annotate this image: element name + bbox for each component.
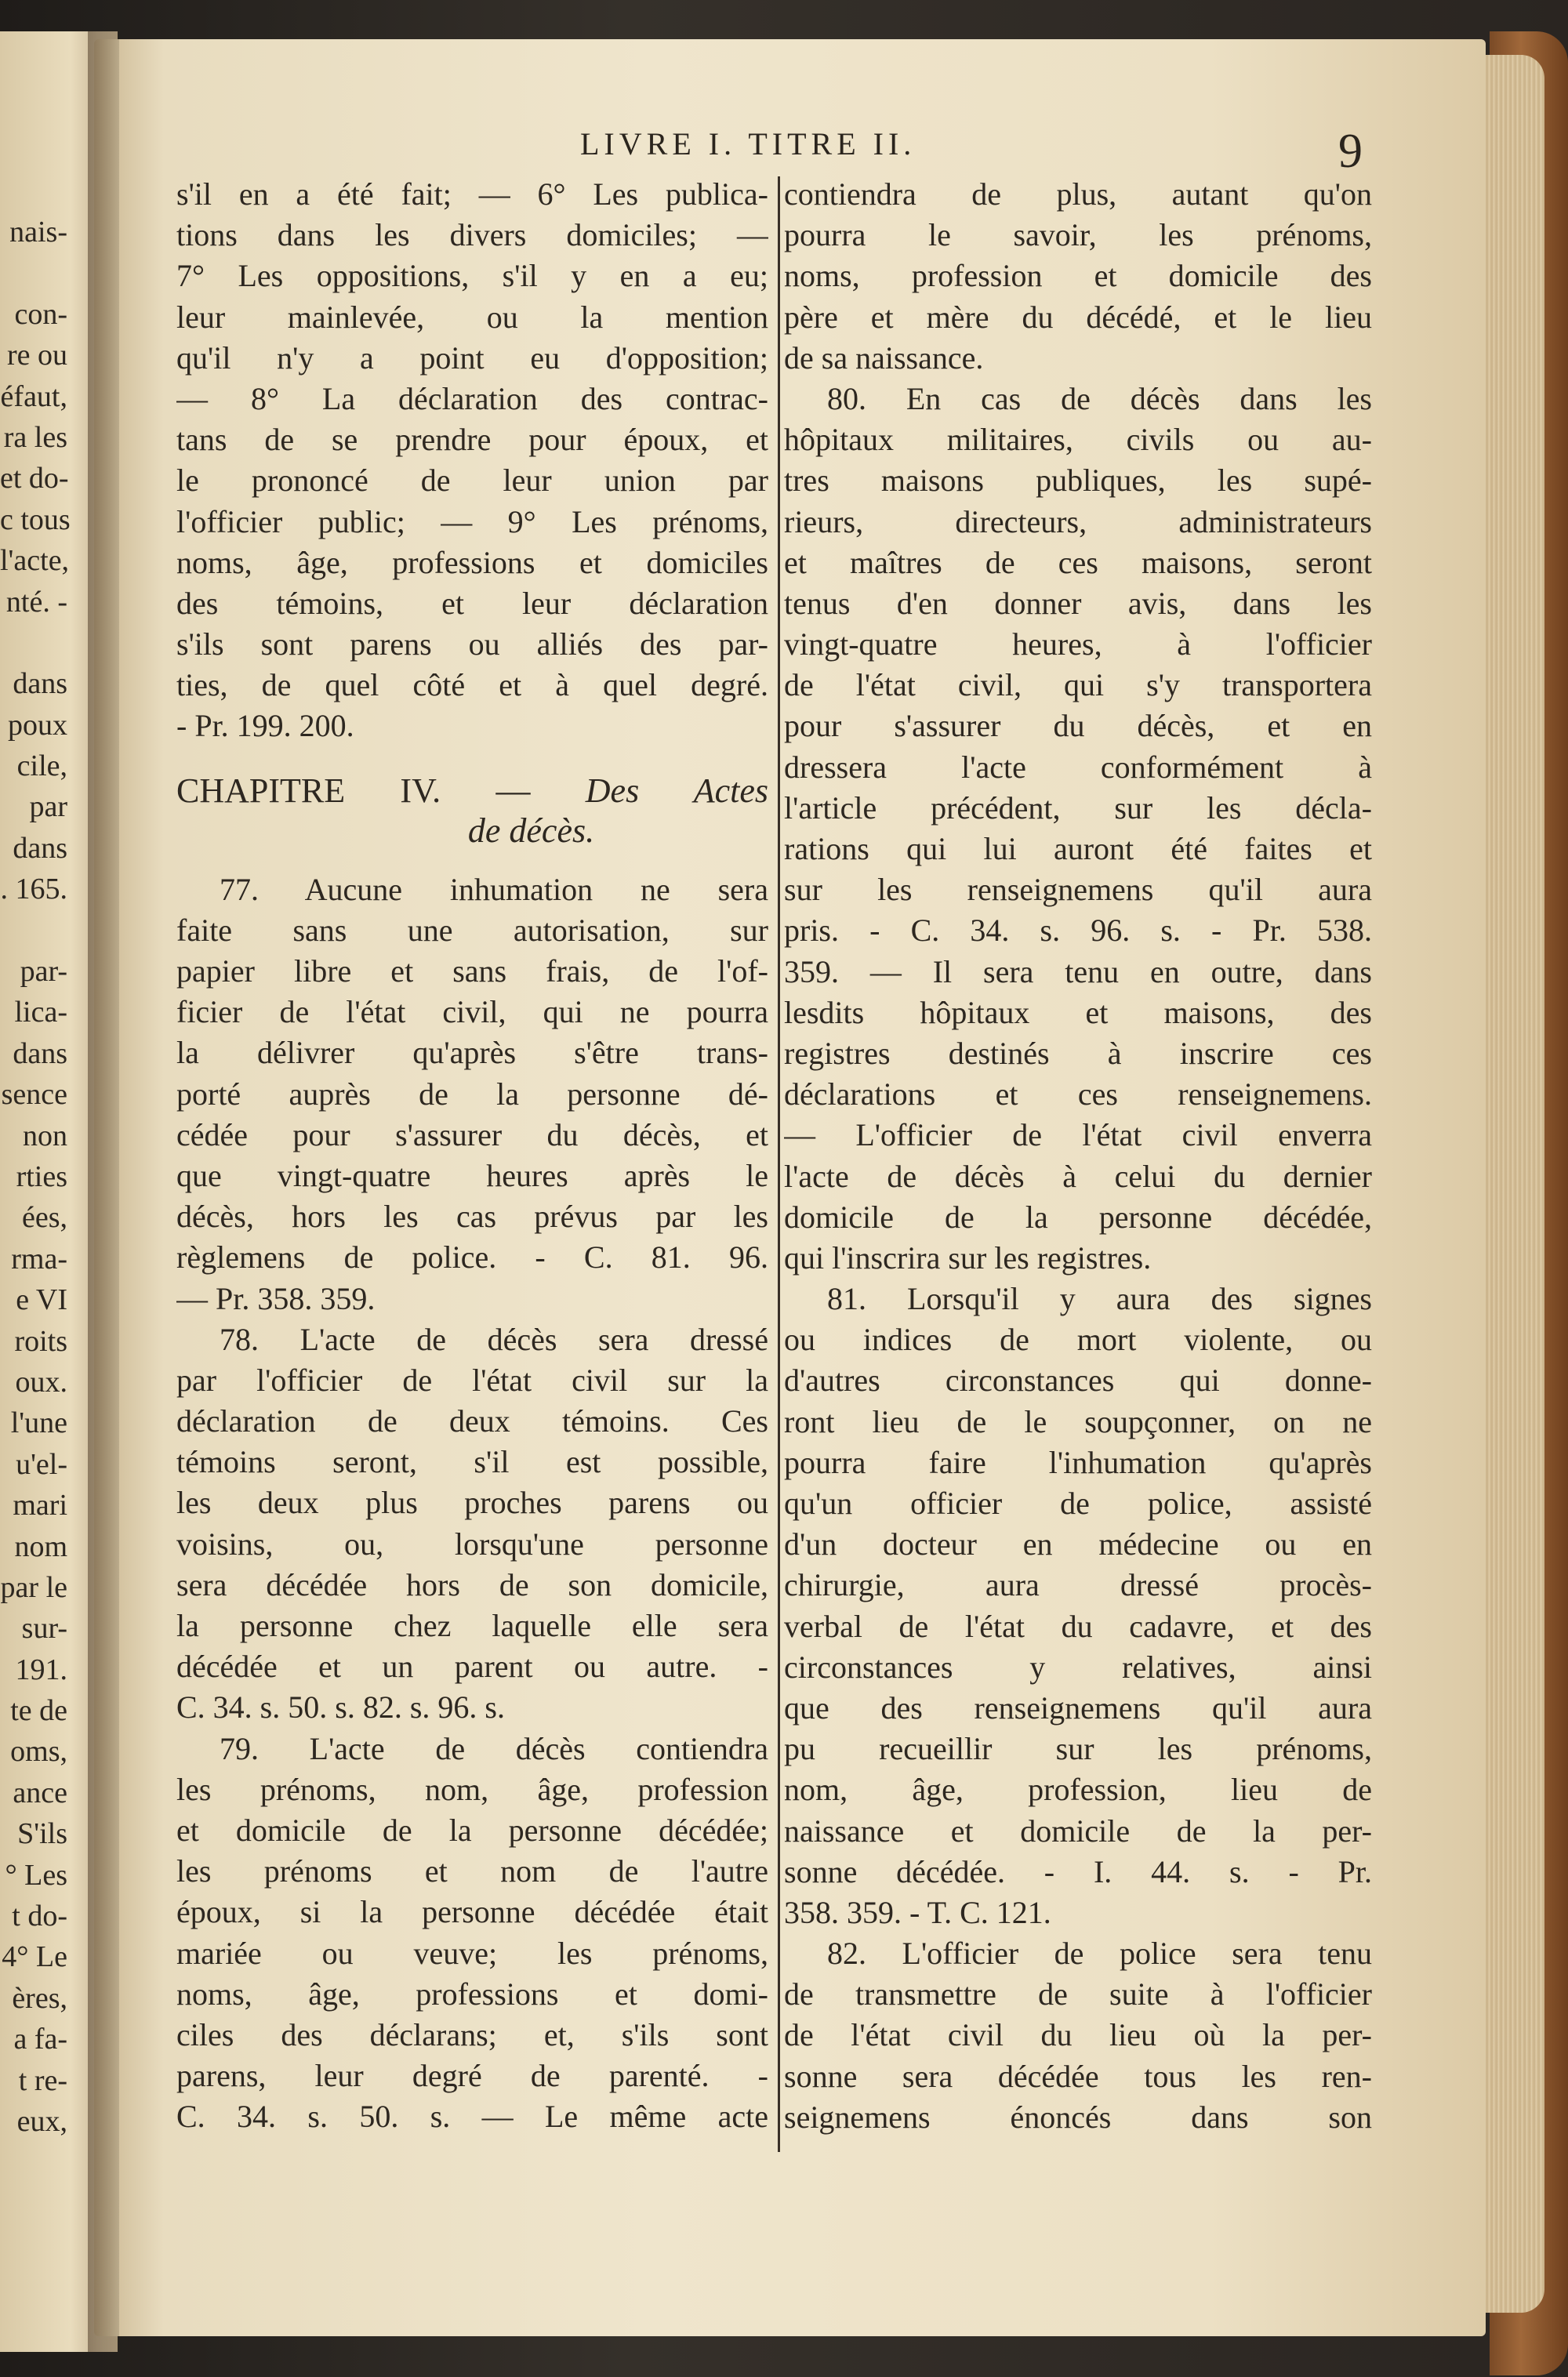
facing-page-fragment: poux <box>8 708 67 742</box>
text-line: — L'officier de l'état civil enverra <box>784 1117 1372 1153</box>
facing-page-fragment: et do- <box>0 462 69 495</box>
text-line: verbal de l'état du cadavre, et des <box>784 1608 1372 1644</box>
text-line: pourra le savoir, les prénoms, <box>784 217 1372 253</box>
text-line: registres destinés à inscrire ces <box>784 1035 1372 1071</box>
text-line: 358. 359. - T. C. 121. <box>784 1894 1051 1930</box>
facing-page-fragment: par le <box>0 1570 67 1604</box>
text-line: cédée pour s'assurer du décès, et <box>176 1116 768 1152</box>
facing-page-fragment: rties <box>16 1159 67 1193</box>
text-line: la personne chez laquelle elle sera <box>176 1608 768 1643</box>
text-line: la délivrer qu'après s'être trans- <box>176 1035 768 1071</box>
facing-page-fragment: l'acte, <box>0 544 70 578</box>
text-line: l'officier public; — 9° Les prénoms, <box>176 503 768 539</box>
facing-page-fragment: dans <box>13 667 67 701</box>
text-line: 77. Aucune inhumation ne sera <box>220 871 768 907</box>
facing-page-fragment: 191. <box>15 1653 67 1686</box>
facing-page-fragment: nté. - <box>5 585 67 619</box>
text-line: tres maisons publiques, les supé- <box>784 463 1372 499</box>
facing-page-fragment: sur- <box>21 1612 67 1646</box>
facing-page-fragment: mari <box>13 1489 67 1522</box>
text-line: noms, âge, professions et domiciles <box>176 544 768 580</box>
chapter-title: de décès. <box>467 811 595 850</box>
text-line: et maîtres de ces maisons, seront <box>784 544 1372 580</box>
text-line: s'il en a été fait; — 6° Les publica- <box>176 176 768 212</box>
intro-paragraph <box>176 174 768 747</box>
text-line: rieurs, directeurs, administrateurs <box>784 503 1372 539</box>
text-line: pris. - C. 34. s. 96. s. - Pr. 538. <box>784 913 1372 949</box>
text-line: qu'il n'y a point eu d'opposition; <box>176 339 768 376</box>
facing-page-fragment: par- <box>20 955 67 989</box>
article-79-continued <box>784 174 1372 379</box>
facing-page-fragment: re ou <box>6 339 67 372</box>
text-line: 80. En cas de décès dans les <box>827 380 1372 416</box>
facing-page-fragment: con- <box>14 297 67 331</box>
text-line: s'ils sont parens ou alliés des par- <box>176 626 768 662</box>
facing-page-fragment: a fa- <box>13 2023 67 2056</box>
text-line: 79. L'acte de décès contiendra <box>220 1730 768 1766</box>
text-line: C. 34. s. 50. s. 82. s. 96. s. <box>176 1689 505 1726</box>
text-line: que vingt-quatre heures après le <box>176 1157 768 1193</box>
text-line: des témoins, et leur déclaration <box>176 585 768 621</box>
facing-page-fragment: nom <box>14 1530 67 1563</box>
text-line: qui l'inscrira sur les registres. <box>784 1239 1152 1276</box>
text-line: 81. Lorsqu'il y aura des signes <box>827 1281 1372 1317</box>
text-line: sonne sera décédée tous les ren- <box>784 2058 1372 2094</box>
text-line: — Pr. 358. 359. <box>176 1280 376 1316</box>
text-line: 359. — Il sera tenu en outre, dans <box>784 953 1372 989</box>
running-title: LIVRE I. TITRE II. <box>580 126 916 161</box>
text-line: domicile de la personne décédée, <box>784 1199 1372 1235</box>
facing-page-fragment: oux. <box>15 1365 67 1399</box>
text-line: ties, de quel côté et à quel degré. <box>176 667 768 703</box>
facing-page-fragment: sence <box>1 1078 67 1112</box>
right-column <box>784 174 1372 2138</box>
text-line: pourra faire l'inhumation qu'après <box>784 1444 1372 1480</box>
text-line: ciles des déclarans; et, s'ils sont <box>176 2016 768 2052</box>
text-line: leur mainlevée, ou la mention <box>176 299 768 335</box>
text-line: - Pr. 199. 200. <box>176 708 354 744</box>
text-line: de l'état civil du lieu où la per- <box>784 2017 1372 2053</box>
text-line: les prénoms, nom, âge, profession <box>176 1771 768 1807</box>
text-line: circonstances y relatives, ainsi <box>784 1649 1372 1685</box>
text-line: qu'un officier de police, assisté <box>784 1486 1372 1521</box>
text-line: papier libre et sans frais, de l'of- <box>176 953 768 989</box>
article-81 <box>784 1279 1372 1933</box>
text-line: de l'état civil, qui s'y transportera <box>784 667 1372 703</box>
text-line: noms, profession et domicile des <box>784 258 1372 294</box>
facing-page-fragment: ° Les <box>5 1858 67 1892</box>
chapter-heading-line: CHAPITRE IV. — Des Actes <box>176 771 768 810</box>
facing-page-fragment: t re- <box>18 2063 67 2097</box>
text-line: porté auprès de la personne dé- <box>176 1076 768 1112</box>
facing-page-fragment <box>0 910 67 951</box>
text-line: pour s'assurer du décès, et en <box>784 708 1372 744</box>
text-line: hôpitaux militaires, civils ou au- <box>784 422 1372 458</box>
facing-page-fragment <box>0 252 67 293</box>
text-line: époux, si la personne décédée était <box>176 1894 768 1930</box>
article-82 <box>784 1933 1372 2138</box>
chapter-heading <box>176 771 768 852</box>
text-line: l'article précédent, sur les décla- <box>784 789 1372 826</box>
article-78 <box>176 1319 768 1729</box>
text-line: chirurgie, aura dressé procès- <box>784 1567 1372 1603</box>
text-line: sur les renseignemens qu'il aura <box>784 872 1372 908</box>
text-line: tions dans les divers domiciles; — <box>176 217 768 253</box>
text-line: nom, âge, profession, lieu de <box>784 1772 1372 1808</box>
facing-page-fragment: e VI <box>16 1283 67 1317</box>
facing-page-fragment: lica- <box>14 996 67 1029</box>
text-line: 82. L'officier de police sera tenu <box>827 1936 1372 1972</box>
text-line: décès, hors les cas prévus par les <box>176 1199 768 1235</box>
text-line: de transmettre de suite à l'officier <box>784 1976 1372 2012</box>
text-line: voisins, ou, lorsqu'une personne <box>176 1526 768 1562</box>
facing-page-fragment: dans <box>13 831 67 865</box>
facing-page-fragment: dans <box>13 1036 67 1070</box>
facing-page-fragment: ra les <box>3 420 67 454</box>
text-line: faite sans une autorisation, sur <box>176 912 768 948</box>
text-line: ront lieu de le soupçonner, on ne <box>784 1403 1372 1439</box>
text-line: père et mère du décédé, et le lieu <box>784 299 1372 335</box>
facing-page-fragment: l'une <box>10 1406 67 1440</box>
text-line: ficier de l'état civil, qui ne pourra <box>176 994 768 1030</box>
text-line: seignemens énoncés dans son <box>784 2099 1372 2135</box>
facing-page-fragment: non <box>23 1119 67 1152</box>
text-line: témoins seront, s'il est possible, <box>176 1444 768 1480</box>
text-line: C. 34. s. 50. s. — Le même acte <box>176 2099 768 2135</box>
text-line: sonne décédée. - I. 44. s. - Pr. <box>784 1853 1372 1889</box>
text-line: de sa naissance. <box>784 339 984 376</box>
text-line: rations qui lui auront été faites et <box>784 831 1372 866</box>
facing-page-fragment: cile, <box>16 749 67 783</box>
facing-page-fragment: nais- <box>9 216 67 249</box>
facing-page-fragment: ées, <box>21 1201 67 1235</box>
text-line: mariée ou veuve; les prénoms, <box>176 1935 768 1971</box>
text-line: tenus d'en donner avis, dans les <box>784 585 1372 621</box>
text-line: et domicile de la personne décédée; <box>176 1812 768 1848</box>
text-line: naissance et domicile de la per- <box>784 1813 1372 1849</box>
facing-page-fragment: ères, <box>12 1981 67 2015</box>
text-line: — 8° La déclaration des contrac- <box>176 380 768 416</box>
text-line: le prononcé de leur union par <box>176 463 768 499</box>
article-77 <box>176 869 768 1319</box>
text-line: par l'officier de l'état civil sur la <box>176 1362 768 1398</box>
text-line: lesdits hôpitaux et maisons, des <box>784 994 1372 1030</box>
text-line: d'autres circonstances qui donne- <box>784 1363 1372 1399</box>
facing-page-fragment: roits <box>14 1324 67 1358</box>
text-line: d'un docteur en médecine ou en <box>784 1526 1372 1562</box>
text-line: les prénoms et nom de l'autre <box>176 1853 768 1889</box>
facing-page-fragment: par <box>29 790 67 824</box>
facing-page-fragment <box>0 622 67 663</box>
article-80 <box>784 379 1372 1279</box>
text-line: déclarations et ces renseignemens. <box>784 1076 1372 1112</box>
column-divider <box>778 176 780 2152</box>
facing-page-fragment: t do- <box>12 1900 67 1933</box>
text-line: sera décédée hors de son domicile, <box>176 1566 768 1602</box>
gutter-shadow <box>88 31 119 2352</box>
facing-page-fragment: . 165. <box>0 873 67 906</box>
facing-page-fragment: 4° Le <box>2 1940 67 1974</box>
facing-page-fragment: S'ils <box>17 1817 67 1851</box>
facing-page-fragment: ance <box>13 1776 67 1809</box>
facing-page-fragment: c tous <box>0 503 71 536</box>
facing-page-fragment: u'el- <box>16 1447 67 1481</box>
text-line: dressera l'acte conformément à <box>784 749 1372 785</box>
text-line: les deux plus proches parens ou <box>176 1485 768 1521</box>
text-line: ou indices de mort violente, ou <box>784 1322 1372 1358</box>
text-line: pu recueillir sur les prénoms, <box>784 1731 1372 1767</box>
text-line: décédée et un parent ou autre. - <box>176 1649 768 1685</box>
facing-page-fragment: éfaut, <box>0 379 67 413</box>
facing-page-fragment: rma- <box>11 1242 67 1276</box>
text-line: que des renseignemens qu'il aura <box>784 1689 1372 1726</box>
text-line: vingt-quatre heures, à l'officier <box>784 626 1372 662</box>
text-line: l'acte de décès à celui du dernier <box>784 1158 1372 1194</box>
facing-page-fragment: oms, <box>10 1735 67 1769</box>
text-line: contiendra de plus, autant qu'on <box>784 176 1372 212</box>
text-line: parens, leur degré de parenté. - <box>176 2058 768 2094</box>
facing-page-fragment: te de <box>10 1694 67 1728</box>
text-line: 78. L'acte de décès sera dressé <box>220 1321 768 1357</box>
page-number: 9 <box>1338 125 1363 178</box>
text-line: noms, âge, professions et domi- <box>176 1976 768 2012</box>
text-line: règlemens de police. - C. 81. 96. <box>176 1239 768 1276</box>
text-line: déclaration de deux témoins. Ces <box>176 1403 768 1439</box>
article-79 <box>176 1729 768 2138</box>
text-line: tans de se prendre pour époux, et <box>176 422 768 458</box>
text-line: 7° Les oppositions, s'il y en a eu; <box>176 258 768 294</box>
facing-page-fragment: eux, <box>16 2104 67 2138</box>
left-column <box>176 174 768 2137</box>
facing-page-text <box>0 212 71 2142</box>
